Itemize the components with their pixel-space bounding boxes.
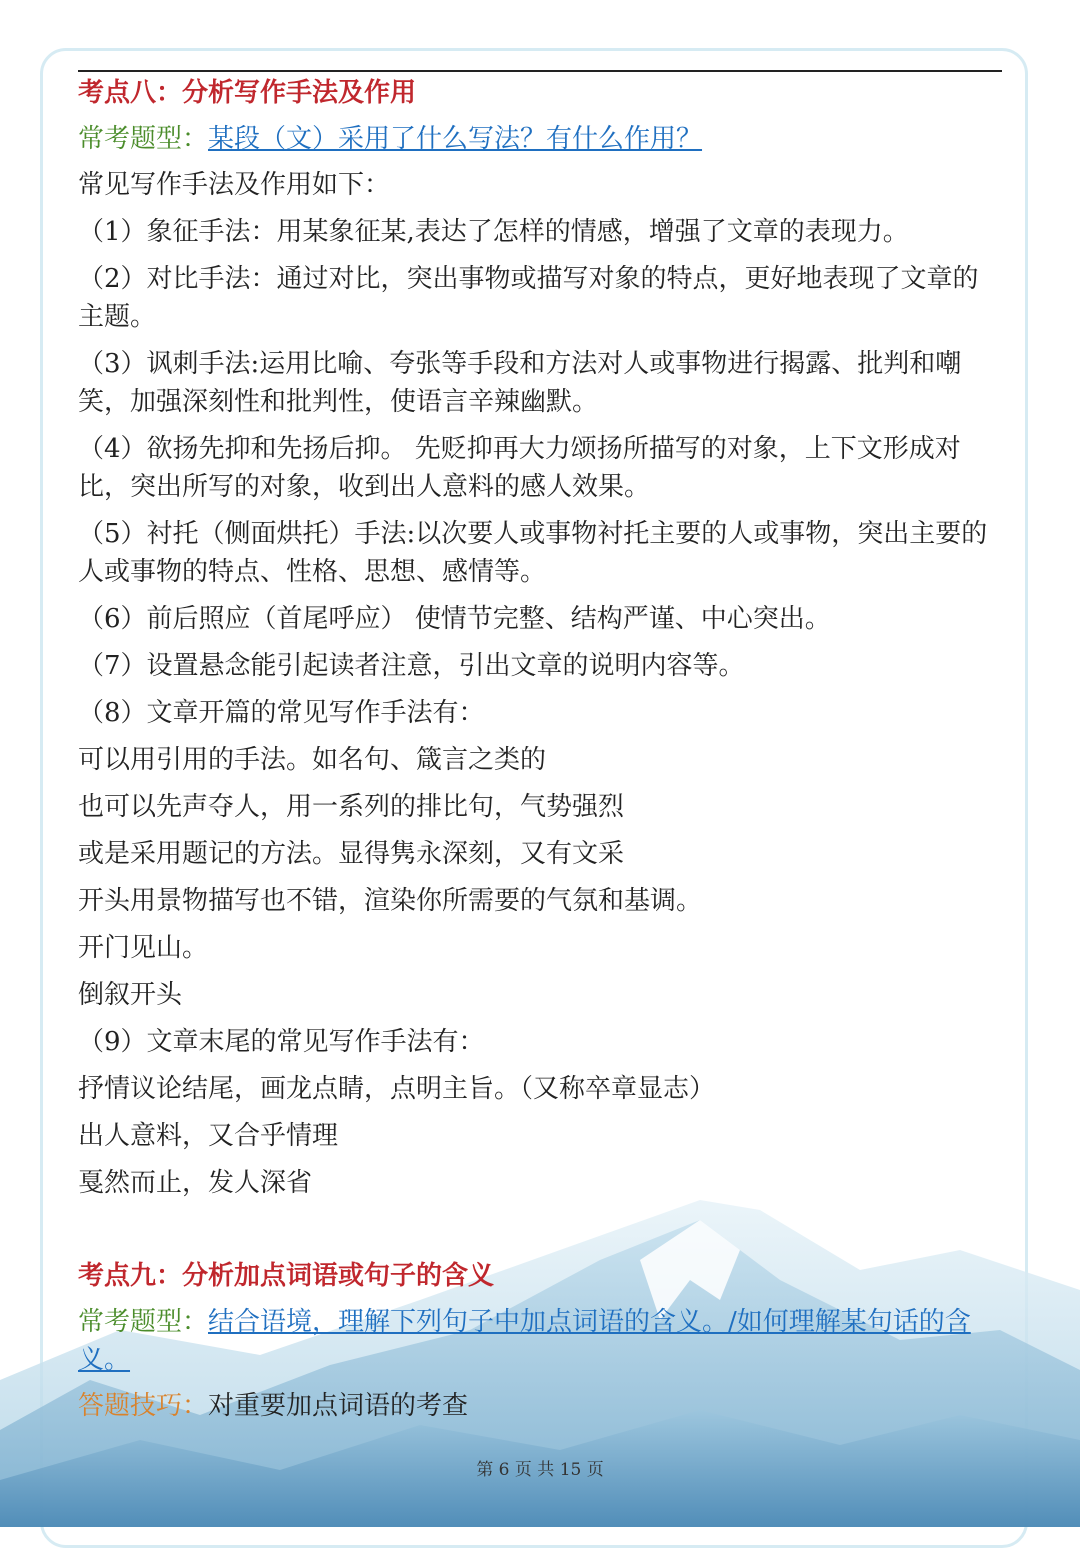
text-line: 常见写作手法及作用如下： [78,170,391,200]
text-line: 出人意料，又合乎情理 [78,1121,339,1151]
page-footer: 第 6 页 共 15 页 [476,1460,604,1480]
answer-tip-label: 答题技巧： [78,1391,209,1421]
answer-tip-text: 对重要加点词语的考查 [208,1391,469,1421]
text-line: 可以用引用的手法。如名句、箴言之类的 [78,745,547,775]
section8-question-type [78,120,1004,158]
question-type-text: 某段（文）采用了什么写法？有什么作用？ [208,124,703,154]
text-line: 倒叙开头 [78,980,183,1010]
text-line: （3）讽刺手法:运用比喻、夸张等手段和方法对人或事物进行揭露、批判和嘲笑，加强深刻性和批判性，使语言辛辣幽默。 [78,349,962,417]
section9-question-type [78,1303,1004,1379]
text-line: （8）文章开篇的常见写作手法有： [78,698,485,728]
text-line: （7）设置悬念能引起读者注意，引出文章的说明内容等。 [78,651,745,681]
text-line: 开头用景物描写也不错，渲染你所需要的气氛和基调。 [78,886,703,916]
text-line: 抒情议论结尾，画龙点睛，点明主旨。（又称卒章显志） [78,1074,716,1104]
section9-heading: 考点九：分析加点词语或句子的含义 [78,1261,495,1291]
question-type-label: 常考题型： [78,124,209,154]
text-line: （5）衬托（侧面烘托）手法:以次要人或事物衬托主要的人或事物，突出主要的人或事物的特点、性格、思想、感情等。 [78,519,988,587]
header-rule [78,70,1002,72]
text-line: 开门见山。 [78,933,209,963]
text-line: （4）欲扬先抑和先扬后抑。 先贬抑再大力颂扬所描写的对象，上下文形成对比，突出所写的对象，收到出人意料的感人效果。 [78,434,961,502]
document-body [78,74,1004,1434]
section8-heading: 考点八：分析写作手法及作用 [78,78,417,108]
text-line: 戛然而止，发人深省 [78,1168,313,1198]
text-line: （1）象征手法：用某象征某,表达了怎样的情感，增强了文章的表现力。 [78,217,909,247]
text-line: 或是采用题记的方法。显得隽永深刻，又有文采 [78,839,625,869]
answer-tip [78,1387,1004,1425]
text-line: 也可以先声夺人，用一系列的排比句，气势强烈 [78,792,625,822]
text-line: （2）对比手法：通过对比，突出事物或描写对象的特点，更好地表现了文章的主题。 [78,264,979,332]
question-type-text: 结合语境，理解下列句子中加点词语的含义。/如何理解某句话的含义。 [78,1307,971,1375]
text-line: （6）前后照应（首尾呼应） 使情节完整、结构严谨、中心突出。 [78,604,831,634]
text-line: （9）文章末尾的常见写作手法有： [78,1027,485,1057]
question-type-label: 常考题型： [78,1307,209,1337]
